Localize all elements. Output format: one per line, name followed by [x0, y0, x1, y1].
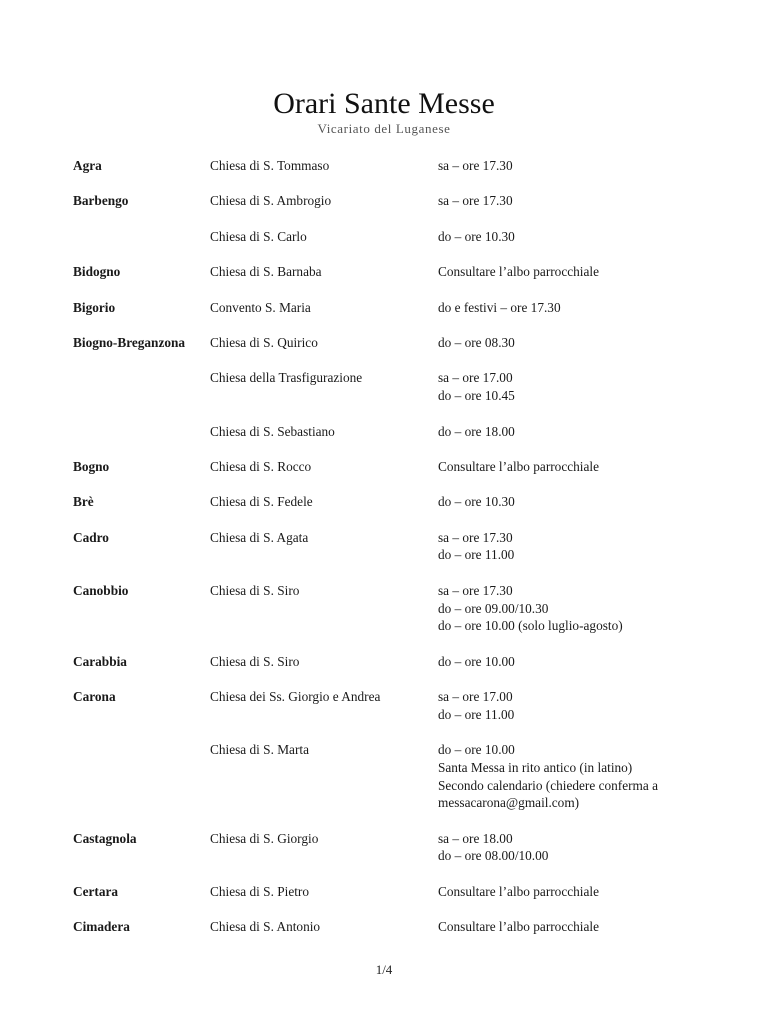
mass-time-line: do e festivi – ore 17.30	[438, 299, 561, 315]
church-name: Chiesa di S. Carlo	[210, 228, 307, 244]
mass-times	[438, 493, 708, 511]
mass-time-line: Consultare l’albo parrocchiale	[438, 883, 599, 899]
schedule-row	[73, 423, 708, 441]
mass-time-line: Santa Messa in rito antico (in latino)	[438, 759, 633, 775]
church-name: Chiesa di S. Fedele	[210, 494, 313, 510]
place-name: Agra	[73, 158, 102, 173]
mass-time-line: Consultare l’albo parrocchiale	[438, 264, 599, 280]
church-name: Chiesa di S. Siro	[210, 582, 300, 598]
mass-time-line: do – ore 10.00 (solo luglio-agosto)	[438, 618, 623, 634]
schedule-row	[73, 653, 708, 671]
church-name: Chiesa di S. Ambrogio	[210, 193, 332, 209]
mass-times	[438, 423, 708, 441]
mass-times	[438, 582, 708, 635]
schedule-row	[73, 263, 708, 281]
church-name: Chiesa di S. Barnaba	[210, 264, 322, 280]
schedule-row	[73, 157, 708, 175]
mass-time-line: sa – ore 17.30	[438, 529, 513, 545]
mass-time-line: do – ore 11.00	[438, 547, 515, 563]
mass-time-line: sa – ore 17.30	[438, 193, 513, 209]
mass-time-line: Consultare l’albo parrocchiale	[438, 458, 599, 474]
schedule-row	[73, 582, 708, 635]
mass-time-line: messacarona@gmail.com)	[438, 795, 580, 811]
mass-times	[438, 883, 708, 901]
page-subtitle: Vicariato del Luganese	[317, 121, 451, 136]
place-name: Castagnola	[73, 830, 137, 846]
mass-times	[438, 263, 708, 281]
mass-time-line: do – ore 08.30	[438, 335, 515, 350]
schedule-row	[73, 883, 708, 901]
place-name: Bigorio	[73, 299, 116, 315]
place-name	[73, 741, 210, 812]
place-name	[73, 423, 210, 441]
mass-time-line: do – ore 10.30	[438, 494, 515, 510]
schedule-row	[73, 334, 708, 352]
mass-time-line: Secondo calendario (chiedere conferma a	[438, 777, 659, 793]
schedule-row	[73, 192, 708, 210]
mass-times	[438, 918, 708, 936]
mass-time-line: sa – ore 17.00	[438, 370, 513, 386]
church-name: Chiesa di S. Quirico	[210, 335, 318, 350]
mass-time-line: do – ore 10.00	[438, 653, 515, 669]
mass-times	[438, 228, 708, 246]
place-name: Certara	[73, 883, 119, 899]
mass-times	[438, 192, 708, 210]
place-name: Cadro	[73, 529, 109, 545]
mass-times	[438, 458, 708, 476]
schedule-row	[73, 299, 708, 317]
church-name: Chiesa dei Ss. Giorgio e Andrea	[210, 689, 381, 704]
church-name: Chiesa di S. Sebastiano	[210, 423, 335, 439]
church-name: Chiesa di S. Pietro	[210, 883, 309, 899]
schedule-row	[73, 228, 708, 246]
mass-time-line: sa – ore 17.00	[438, 689, 513, 704]
schedule-row	[73, 529, 708, 564]
place-name: Bidogno	[73, 264, 121, 280]
schedule-row	[73, 458, 708, 476]
mass-time-line: do – ore 10.30	[438, 228, 515, 244]
mass-time-line: do – ore 10.00	[438, 742, 515, 758]
church-name: Chiesa di S. Giorgio	[210, 830, 319, 846]
mass-times	[438, 741, 708, 812]
place-name: Biogno-Breganzona	[73, 335, 186, 350]
church-name: Chiesa di S. Antonio	[210, 919, 321, 935]
church-name: Chiesa di S. Marta	[210, 742, 309, 758]
mass-times	[438, 830, 708, 865]
schedule-row	[73, 918, 708, 936]
mass-times	[438, 653, 708, 671]
mass-time-line: do – ore 18.00	[438, 423, 515, 439]
place-name: Brè	[73, 494, 94, 510]
place-name: Cimadera	[73, 919, 130, 935]
place-name: Carona	[73, 689, 116, 704]
mass-time-line: do – ore 11.00	[438, 706, 515, 722]
page-number: 1/4	[375, 962, 393, 977]
mass-times	[438, 688, 708, 723]
mass-time-line: do – ore 09.00/10.30	[438, 600, 549, 616]
place-name	[73, 228, 210, 246]
place-name: Bogno	[73, 458, 110, 474]
church-name: Convento S. Maria	[210, 299, 311, 315]
mass-times	[438, 529, 708, 564]
place-name: Barbengo	[73, 193, 129, 209]
mass-time-line: do – ore 08.00/10.00	[438, 848, 549, 864]
schedule-row	[73, 741, 708, 812]
church-name: Chiesa di S. Rocco	[210, 458, 312, 474]
schedule-row	[73, 688, 708, 723]
mass-time-line: sa – ore 17.30	[438, 158, 513, 173]
mass-times	[438, 369, 708, 404]
place-name	[73, 369, 210, 404]
church-name: Chiesa di S. Siro	[210, 653, 300, 669]
mass-time-line: Consultare l’albo parrocchiale	[438, 919, 599, 935]
schedule-row	[73, 493, 708, 511]
place-name: Canobbio	[73, 582, 129, 598]
mass-times	[438, 157, 708, 175]
page-title: Orari Sante Messe	[273, 87, 495, 120]
mass-time-line: sa – ore 17.30	[438, 582, 513, 598]
schedule-row	[73, 830, 708, 865]
church-name: Chiesa di S. Tommaso	[210, 158, 330, 173]
mass-times	[438, 299, 708, 317]
church-name: Chiesa della Trasfigurazione	[210, 370, 363, 386]
church-name: Chiesa di S. Agata	[210, 529, 309, 545]
mass-time-line: do – ore 10.45	[438, 388, 515, 404]
mass-time-line: sa – ore 18.00	[438, 830, 513, 846]
mass-times	[438, 334, 708, 352]
place-name: Carabbia	[73, 653, 127, 669]
schedule-row	[73, 369, 708, 404]
